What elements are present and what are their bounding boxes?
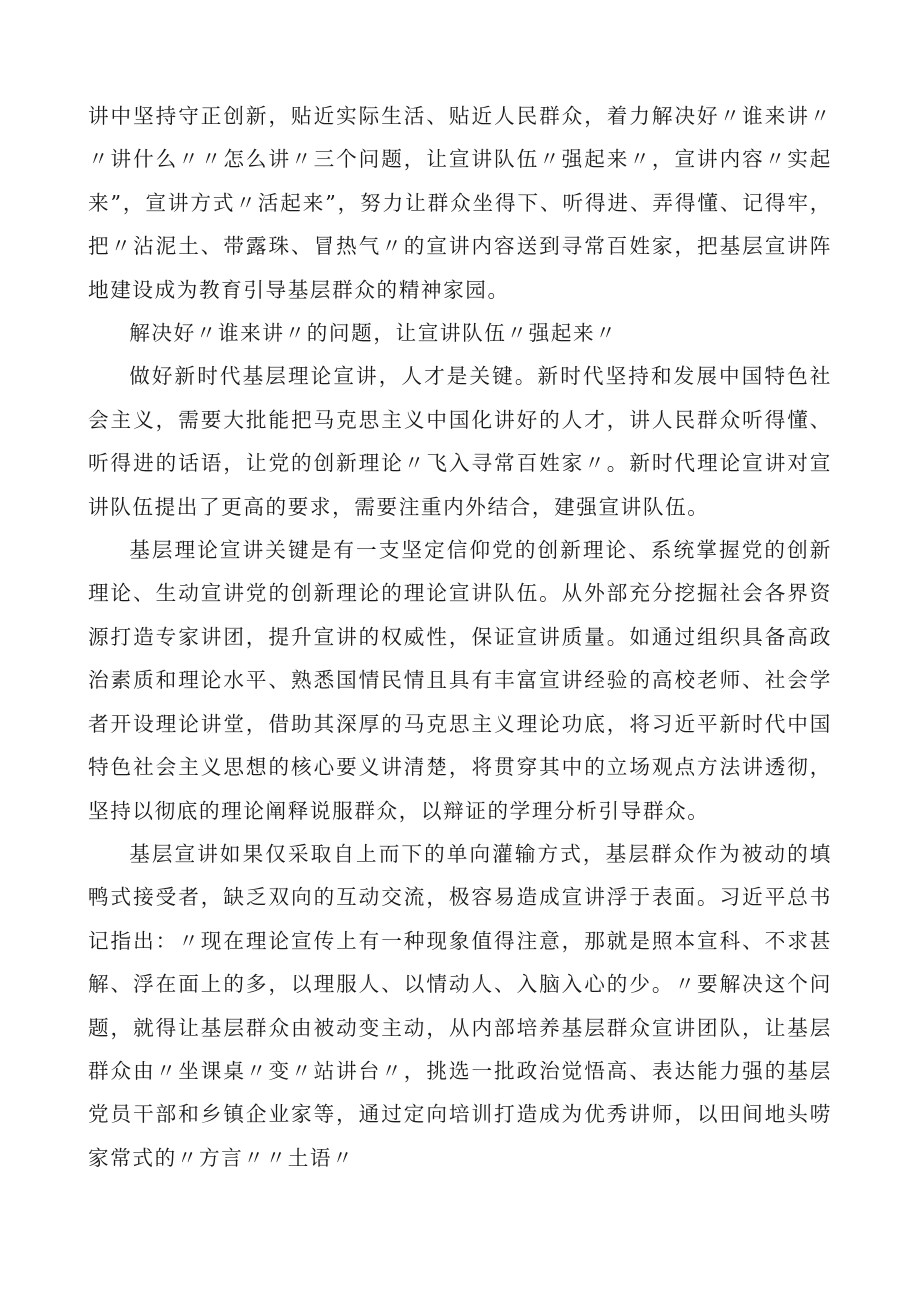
paragraph: 基层宣讲如果仅采取自上而下的单向灌输方式，基层群众作为被动的填鸭式接受者，缺乏双向的互动交流，极容易造成宣讲浮于表面。习近平总书记指出：〃现在理论宣传上有一种现象值得注意，那就是照本宣科、不求甚解、浮在面上的多，以理服人、以情动人、入脑入心的少。〃要解决这个问题，就得让基层群众由被动变主动，从内部培养基层群众宣讲团队，让基层群众由〃坐课桌〃变〃站讲台〃，挑选一批政治觉悟高、表达能力强的基层党员干部和乡镇企业家等，通过定向培训打造成为优秀讲师，以田间地头唠家常式的〃方言〃〃土语〃	[88, 841, 832, 1170]
paragraph: 基层理论宣讲关键是有一支坚定信仰党的创新理论、系统掌握党的创新理论、生动宣讲党的创新理论的理论宣讲队伍。从外部充分挖掘社会各界资源打造专家讲团，提升宣讲的权威性，保证宣讲质量。如通过组织具备高政治素质和理论水平、熟悉国情民情且具有丰富宣讲经验的高校老师、社会学者开设理论讲堂，借助其深厚的马克思主义理论功底，将习近平新时代中国特色社会主义思想的核心要义讲清楚，将贯穿其中的立场观点方法讲透彻，坚持以彻底的理论阐释说服群众，以辩证的学理分析引导群众。	[88, 538, 832, 823]
paragraph-continuation: 讲中坚持守正创新，贴近实际生活、贴近人民群众，着力解决好〃谁来讲〃〃讲什么〃〃怎么讲〃三个问题，让宣讲队伍〃强起来〃，宣讲内容〃实起来”，宣讲方式〃活起来”，努力让群众坐得下、听得进、弄得懂、记得牢，把〃沾泥土、带露珠、冒热气〃的宣讲内容送到寻常百姓家，把基层宣讲阵地建设成为教育引导基层群众的精神家园。	[88, 104, 832, 302]
section-heading: 解决好〃谁来讲〃的问题，让宣讲队伍〃强起来〃	[129, 321, 618, 346]
paragraph: 做好新时代基层理论宣讲，人才是关键。新时代坚持和发展中国特色社会主义，需要大批能把马克思主义中国化讲好的人才，讲人民群众听得懂、听得进的话语，让党的创新理论〃飞入寻常百姓家〃。新时代理论宣讲对宣讲队伍提出了更高的要求，需要注重内外结合，建强宣讲队伍。	[88, 364, 832, 519]
document-body	[88, 95, 832, 1180]
